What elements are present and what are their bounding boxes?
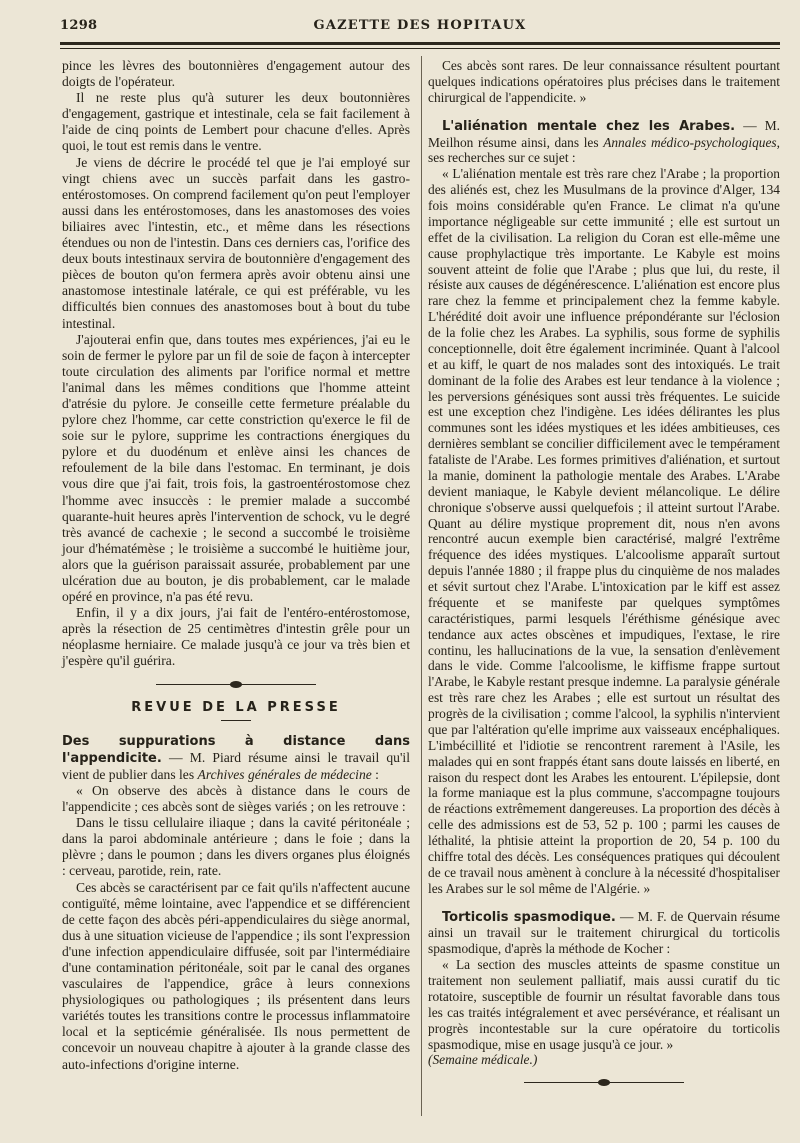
running-title: GAZETTE DES HOPITAUX xyxy=(313,18,527,33)
paragraph: « L'aliénation mentale est très rare chez l'Arabe ; la proportion des aliénés est, chez les Musulmans de la province d'Alger, 134 fois moins considérable qu'en France. Le climat n'a qu'une importance négligeable sur cette immunité ; elle est surtout un effet de la civilisation. La religion du Coran est elle-même une cause prophylactique très importante. Le Kabyle est moins souvent atteint de folie que l'Arabe ; plus que lui, du reste, il résiste aux causes de dégénérescence. L'aliénation est encore plus rare chez la femme et principalement chez la femme kabyle. L'hérédité doit avoir une influence prépondérante sur l'éclosion de la folie chez les Arabes. La syphilis, sous forme de syphilis conceptionnelle, doit être également incriminée. Quant à l'alcool et au kiff, le quart de nos malades sont des intoxiqués. Le trait dominant de la folie des Arabes est leur tendance à la violence ; les perversions génésiques sont aussi très fréquentes. Le suicide est une exception chez l'indigène. Les idées délirantes les plus communes sont les idées mystiques et les idées ambitieuses, ces dernières semblant se concilier difficilement avec le tempérament fataliste de l'Arabe. Les formes primitives d'aliénation, et surtout la manie, dominent la pathologie mentale des Arabes. L'Arabe devient maniaque, le Kabyle devient mélancolique. Le délire chronique s'observe aussi quelquefois ; il atteint surtout l'Arabe. Quant au délire mystique proprement dit, nous n'en avons rencontré aucun exemple bien caractérisé, malgré l'extrême fréquence des idées mystiques. L'alcoolisme apparaît surtout depuis l'année 1880 ; il frappe plus du cinquième de nos malades et sévit surtout chez l'Arabe. L'intoxication par le kiff est assez fréquente et se manifeste par quelques symptômes caractéristiques, parmi lesquels l'éréthisme génésique avec tendance aux actes obscènes et impudiques, l'extase, le rire continu, les hallucinations de la vue, la sensation d'enlèvement dans le vide. Comme l'alcoolisme, le kiffisme frappe surtout l'Arabe, le Kabyle restant presque indemne. La paralysie générale est très rare chez les Arabes ; elle est surtout un résultat des progrès de la civilisation ; comme l'alcool, la syphilis n'intervient que par l'altération qu'elle imprime aux vaisseaux encéphaliques. L'imbécillité et l'idiotie se rencontrent rarement à l'Asile, les malades qui en sont frappés étant sans doute laissés en liberté, en raison du respect dont les Arabes les entourent. L'épilepsie, dont la forme maniaque est la plus commune, s'accompagne toujours de réactions extrêmement dangereuses. La proportion des décès à celle des admissions est de 53, 52 p. 100 ; parmi les causes de léthalité, la phtisie atteint la proportion de 20, 54 p. 100 du chiffre total des décès. Les conséquences pratiques qui découlent de ce travail nous amènent à conclure à la nécessité d'hospitaliser les Arabes sur le sol même de l'Algérie. » xyxy=(428,166,780,896)
article-intro: — M. Piard résume ainsi le travail qu'il vient de publier dans les xyxy=(62,749,410,782)
left-column xyxy=(62,58,410,1073)
article-title: Torticolis spasmodique. xyxy=(442,909,616,925)
source-name: (Semaine médicale.) xyxy=(428,1052,538,1068)
article-heading xyxy=(428,118,780,167)
journal-name: Annales médico-psychologiques xyxy=(603,134,777,150)
paragraph: « On observe des abcès à distance dans le cours de l'appendicite ; ces abcès sont de sièges variés ; on les retrouve : xyxy=(62,782,410,815)
ornamental-divider xyxy=(524,1078,684,1088)
article-heading xyxy=(62,733,410,783)
paragraph: pince les lèvres des boutonnières d'engagement autour des doigts de l'opérateur. xyxy=(62,58,410,90)
header-rule-thick xyxy=(60,42,780,45)
paragraph: Ces abcès sont rares. De leur connaissance résultent pourtant quelques indications opératoires plus précises dans le traitement chirurgical de l'appendicite. » xyxy=(428,58,780,105)
paragraph: Je viens de décrire le procédé tel que je l'ai employé sur vingt chiens avec un succès parfait dans les gastro-entérostomoses. On comprend facilement qu'on peut l'employer aussi dans les entérostomoses, dans les anastomoses des voies biliaires avec l'intestin, etc., et même dans les résections étendues ou non de l'intestin. Dans ces derniers cas, l'orifice des deux bouts intestinaux servira de boutonnière d'engagement des pièces de bouton qu'on fermera après avoir obtenu ainsi une anastomose intestinale latérale, ce qui est préférable, vu les difficultés bien connues des anastomoses bout à bout du tube intestinal. xyxy=(62,154,410,331)
article-intro-end: : xyxy=(371,766,379,782)
paragraph: Enfin, il y a dix jours, j'ai fait de l'entéro-entérostomose, après la résection de 25 centimètres d'intestin grêle pour un néoplasme herniaire. Ce malade jusqu'à ce jour va très bien et j'espère qu'il guérira. xyxy=(62,605,410,669)
paragraph: Dans le tissu cellulaire iliaque ; dans la cavité péritonéale ; dans la paroi abdominale antérieure ; dans le foie ; dans la plèvre ; dans le poumon ; dans les divers organes plus éloignés : cerveau, parotide, rein, rate. xyxy=(62,815,410,879)
source-citation xyxy=(428,1052,780,1068)
article-intro: — M. Meilhon résume ainsi, dans les xyxy=(428,117,781,150)
journal-name: Archives générales de médecine xyxy=(197,766,372,782)
paragraph: Il ne reste plus qu'à suturer les deux boutonnières d'engagement, gastrique et intestinale, cela se fait facilement à l'aide de cinq points de Lembert pour chacune d'elles. Après quoi, le tout est remis dans le ventre. xyxy=(62,90,410,154)
article-intro: — M. F. de Quervain résume ainsi un travail sur le traitement chirurgical du torticolis spasmodique, d'après la méthode de Kocher : xyxy=(428,908,780,957)
paragraph: J'ajouterai enfin que, dans toutes mes expériences, j'ai eu le soin de fermer le pylore par un fil de soie de façon à intercepter toute circulation des aliments par l'orifice normal et mettre l'animal dans les mêmes conditions que l'homme atteint d'atrésie du pylore. Je conseille cette fermeture préalable du pylore chez l'homme, car cette constriction qu'exerce le fil de soie sur le pylore, supprime les contractions énergiques du pylore et du duodénum et enlève ainsi les chances de refoulement de la bile dans l'estomac. En terminant, je dois vous dire que j'ai fait, trois fois, la gastroentérostomose chez l'homme avec insuccès : le premier malade a succombé quarante-huit heures après l'intervention de schock, vu le degré très avancé de cachexie ; le second a succombé le troisième jour d'hématémèse ; le troisième a succombé le huitième jour, alors que la guérison paraissait assurée, probablement par une ulcération due au bouton, je dis probablement, car le malade opéré en province, n'a pas été revu. xyxy=(62,331,410,605)
article-heading xyxy=(428,909,780,958)
ornamental-divider xyxy=(156,680,316,690)
paragraph: « La section des muscles atteints de spasme constitue un traitement non seulement palliatif, mais aussi curatif du tic rotatoire, susceptible de fournir un résultat favorable dans tous les cas traités intégralement et avec persévérance, et réalisant un progrès incontestable sur la cure opératoire du torticolis spasmodique, mise en usage jusqu'à ce jour. » xyxy=(428,957,780,1052)
section-rule xyxy=(221,720,251,721)
article-intro-end: , ses recherches sur ce sujet : xyxy=(428,134,780,166)
page-header xyxy=(60,18,780,40)
paragraph: Ces abcès se caractérisent par ce fait qu'ils n'affectent aucune contiguïté, même lointaine, avec l'appendice et se différencient de cette façon des abcès péri-appendiculaires du siège anormal, dus à une situation vicieuse de l'appendice ; ils sont l'expression d'une infection appendiculaire diffusée, soit par l'intermédiaire d'une contamination péritonéale, soit par le canal des organes vasculaires de l'appendice, grâce à leurs connexions physiologiques ou pathologiques ; ils présentent dans leurs variétés toutes les transitions contre le processus inflammatoire local et la septicémie généralisée. Ils nous permettent de concevoir un nouveau chapitre à ajouter à la grande classe des auto-infections d'origine interne. xyxy=(62,879,410,1072)
section-title: REVUE DE LA PRESSE xyxy=(131,699,341,715)
article-title: L'aliénation mentale chez les Arabes. xyxy=(442,118,736,134)
page-number: 1298 xyxy=(60,18,98,33)
article-title: Des suppurations à distance dans l'appendicite. xyxy=(62,733,410,766)
header-rule-thin xyxy=(60,48,780,49)
column-divider xyxy=(421,56,422,1116)
right-column xyxy=(428,58,780,1096)
